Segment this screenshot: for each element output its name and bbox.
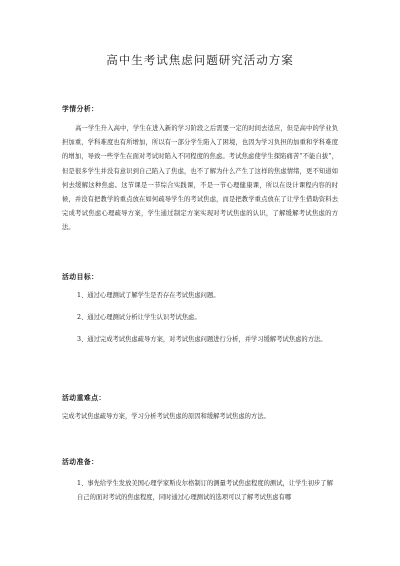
document-title: 高中生考试焦虑问题研究活动方案 xyxy=(106,53,294,67)
goal-item-2: 2、通过心理测试分析让学生认识考试焦虑。 xyxy=(77,314,201,321)
section-heading-key-points: 活动重难点： xyxy=(62,394,106,402)
section-heading-goals: 活动目标： xyxy=(62,273,99,281)
preparation-item-1: 1、事先给学生发放美国心理学家斯皮尔格制订的测量考试焦虑程度的测试，让学生初步了解自己的面对考试的焦虑程度，同时通过心理测试的选项可以了解考试焦虑有哪 xyxy=(77,480,333,502)
analysis-text: 高一学生升入高中，学生在进入新的学习阶段之后需要一定的时间去适应，但是高中的学业负担加重，学科难度也有所增加，所以有一部分学生陷入了困境，也因为学习负担的加重和学科难度的增加，导致一些学生在面对考试时陷入不同程度的焦虑。考试焦虑使学生探陷痛苦“不能自拔”，但是很多学生并没有意识到自己陷入了焦虑，也不了解为什么产生了这样的焦虑情绪，更不知道如何去缓解这种焦虑。这节课是一节综合实践课，不是一节心理健康课，所以在设计课程内容的时候，并没有把教学的重点放在如何疏导学生的考试焦虑，而是把教学重点放在了让学生借助资料去完成考试焦虑心理疏导方案，学生通过制定方案实现对考试焦虑的认识，了解缓解考试焦虑的方法。 xyxy=(62,125,338,232)
key-points-paragraph xyxy=(62,410,338,424)
goal-item-3: 3、通过完成考试焦虑疏导方案，对考试焦虑问题进行分析，并学习缓解考试焦虑的方法。 xyxy=(77,336,327,343)
section-heading-preparation: 活动准备： xyxy=(62,458,99,466)
analysis-paragraph xyxy=(62,122,338,236)
key-points-text: 完成考试焦虑疏导方案，学习分析考试焦虑的原因和缓解考试焦虑的方法。 xyxy=(62,413,270,420)
goal-item-1: 1、通过心理测试了解学生是否存在考试焦虑问题。 xyxy=(77,292,220,299)
section-heading-analysis: 学情分析： xyxy=(62,105,99,113)
